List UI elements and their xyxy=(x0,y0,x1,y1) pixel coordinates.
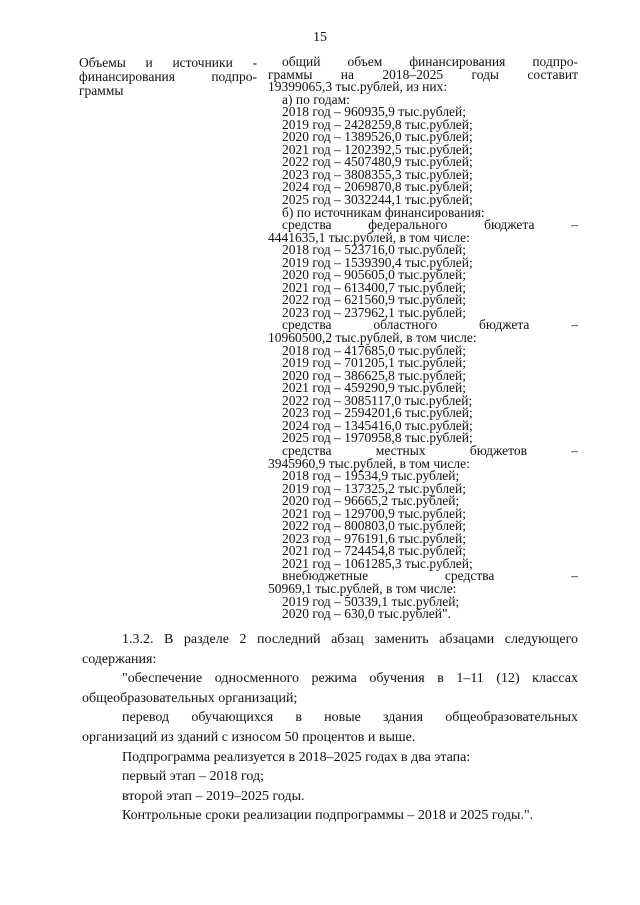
list-item: 2021 год – 724454,8 тыс.рублей; xyxy=(282,543,467,559)
extrabudget-heading-line-1: внебюджетные средства – xyxy=(282,568,578,584)
list-item: 2018 год – 523716,0 тыс.рублей; xyxy=(282,242,467,258)
list-item: 2020 год – 386625,8 тыс.рублей; xyxy=(282,367,467,383)
list-item: 2024 год – 1345416,0 тыс.рублей; xyxy=(282,417,473,433)
paragraph-3-line-2: организаций из зданий с износом 50 процентов и выше. xyxy=(82,729,416,745)
list-item: 2021 год – 1202392,5 тыс.рублей; xyxy=(282,141,473,157)
paragraph-2-line-2: общеобразовательных организаций; xyxy=(82,690,298,706)
list-item: 2019 год – 1539390,4 тыс.рублей; xyxy=(282,254,473,270)
paragraph-7: Контрольные сроки реализации подпрограммы – 2018 и 2025 годы.". xyxy=(122,808,534,824)
list-item: 2021 год – 459290,9 тыс.рублей; xyxy=(282,380,467,396)
paragraph-3-line-1: перевод обучающихся в новые здания общеобразовательных xyxy=(122,710,578,726)
list-item: 2020 год – 630,0 тыс.рублей". xyxy=(282,606,451,622)
list-item: 2022 год – 3085117,0 тыс.рублей; xyxy=(282,392,473,408)
list-item: 2023 год – 976191,6 тыс.рублей; xyxy=(282,530,467,546)
list-item: 2023 год – 237962,1 тыс.рублей; xyxy=(282,304,467,320)
paragraph-4: Подпрограмма реализуется в 2018–2025 годах в два этапа: xyxy=(122,749,471,765)
list-item: 2019 год – 137325,2 тыс.рублей; xyxy=(282,480,467,496)
federal-heading-line-1: средства федерального бюджета – xyxy=(282,217,578,233)
left-cell-line-2: финансирования подпро- xyxy=(79,69,257,84)
list-item: 2024 год – 2069870,8 тыс.рублей; xyxy=(282,179,473,195)
list-item: 2022 год – 621560,9 тыс.рублей; xyxy=(282,292,467,308)
by-years-heading: а) по годам: xyxy=(282,91,350,107)
list-item: 2022 год – 800803,0 тыс.рублей; xyxy=(282,518,467,534)
left-cell-line-3: граммы xyxy=(79,83,124,98)
list-item: 2019 год – 2428259,8 тыс.рублей; xyxy=(282,116,473,132)
list-item: 2019 год – 50339,1 тыс.рублей; xyxy=(282,593,460,609)
table-right-cell xyxy=(268,56,578,621)
paragraph-2-line-1: "обеспечение односменного режима обучения в 1–11 (12) классах xyxy=(122,671,578,687)
paragraph-1-line-2: содержания: xyxy=(82,651,157,667)
list-item: 2025 год – 3032244,1 тыс.рублей; xyxy=(282,192,473,208)
extrabudget-heading-line-2: 50969,1 тыс.рублей, в том числе: xyxy=(268,580,457,596)
list-item: 2020 год – 1389526,0 тыс.рублей; xyxy=(282,129,473,145)
list-item: 2020 год – 905605,0 тыс.рублей; xyxy=(282,267,467,283)
paragraph-6: второй этап – 2019–2025 годы. xyxy=(122,788,305,804)
list-item: 2023 год – 2594201,6 тыс.рублей; xyxy=(282,405,473,421)
federal-heading-line-2: 4441635,1 тыс.рублей, в том числе: xyxy=(268,229,470,245)
local-heading-line-2: 3945960,9 тыс.рублей, в том числе: xyxy=(268,455,470,471)
list-item: 2022 год – 4507480,9 тыс.рублей; xyxy=(282,154,473,170)
list-item: 2018 год – 417685,0 тыс.рублей; xyxy=(282,342,467,358)
list-item: 2021 год – 1061285,3 тыс.рублей; xyxy=(282,555,473,571)
list-item: 2018 год – 960935,9 тыс.рублей; xyxy=(282,104,467,120)
body-text xyxy=(82,630,578,826)
by-sources-heading: б) по источникам финансирования: xyxy=(282,204,485,220)
regional-heading-line-2: 10960500,2 тыс.рублей, в том числе: xyxy=(268,330,477,346)
local-heading-line-1: средства местных бюджетов – xyxy=(282,442,578,458)
regional-heading-line-1: средства областного бюджета – xyxy=(282,317,578,333)
list-item: 2018 год – 19534,9 тыс.рублей; xyxy=(282,468,460,484)
paragraph-5: первый этап – 2018 год; xyxy=(122,769,265,785)
list-item: 2023 год – 3808355,3 тыс.рублей; xyxy=(282,166,473,182)
paragraph-1-line-1: 1.3.2. В разделе 2 последний абзац заменить абзацами следующего xyxy=(122,632,578,647)
list-item: 2019 год – 701205,1 тыс.рублей; xyxy=(282,355,467,371)
list-item: 2021 год – 613400,7 тыс.рублей; xyxy=(282,279,467,295)
list-item: 2021 год – 129700,9 тыс.рублей; xyxy=(282,505,467,521)
list-item: 2020 год – 96665,2 тыс.рублей; xyxy=(282,493,460,509)
intro-line-3: 19399065,3 тыс.рублей, из них: xyxy=(268,79,448,95)
intro-line-1: общий объем финансирования подпро- xyxy=(282,54,578,69)
intro-line-2: граммы на 2018–2025 годы составит xyxy=(268,66,578,82)
list-item: 2025 год – 1970958,8 тыс.рублей; xyxy=(282,430,473,446)
left-cell-line-1: Объемы и источники - xyxy=(79,55,257,70)
page-number: 15 xyxy=(313,30,327,45)
table-left-cell xyxy=(79,56,257,98)
